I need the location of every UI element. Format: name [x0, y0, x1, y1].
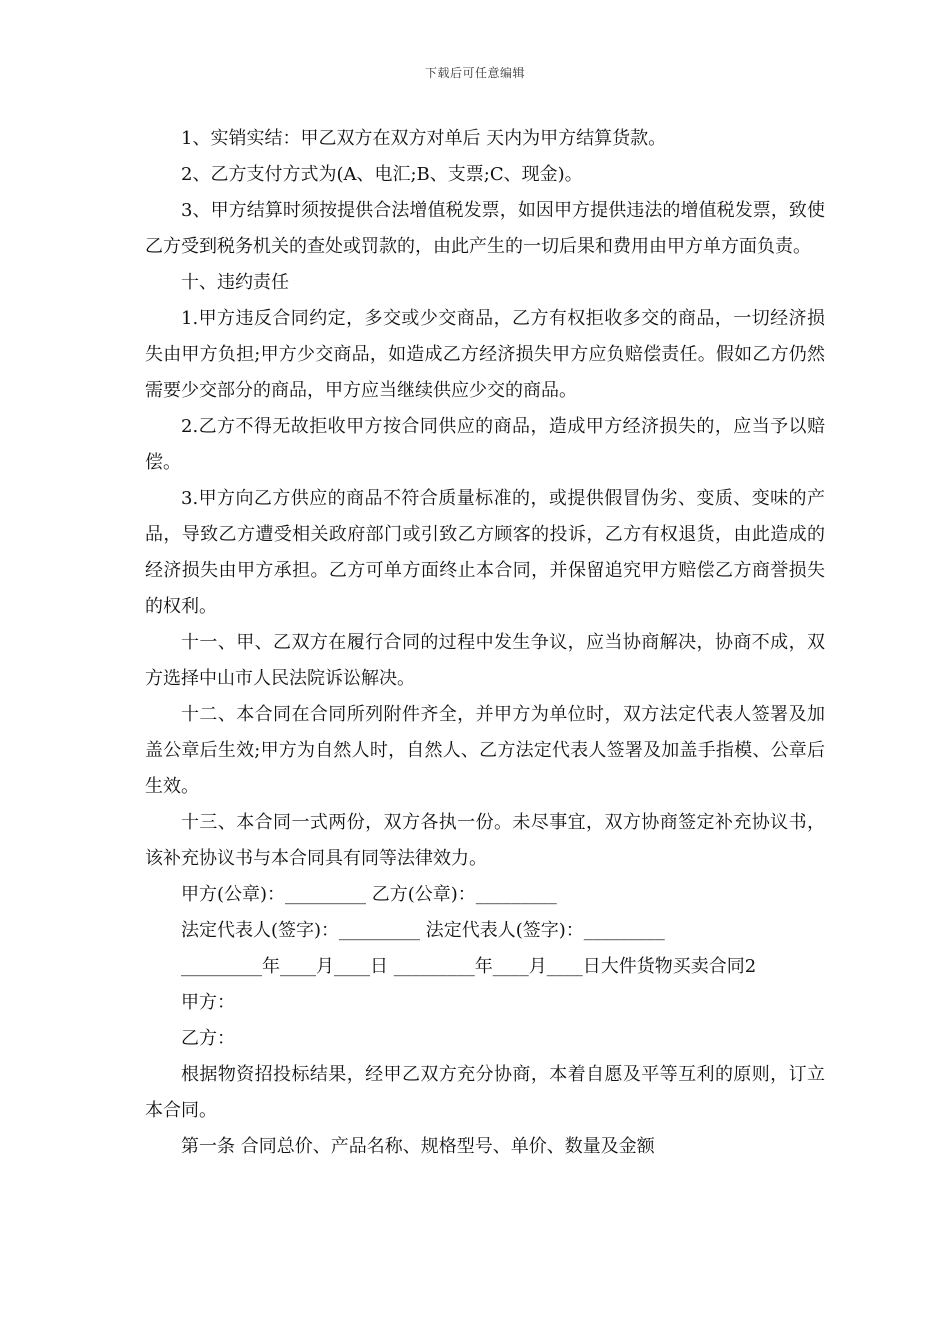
signature-date-line: _________年____月____日 _________年____月____日大件货物买卖合同2: [181, 956, 757, 977]
paragraph-liability-2: 2.乙方不得无故拒收甲方按合同供应的商品，造成甲方经济损失的，应当予以赔偿。: [145, 416, 825, 473]
document-body: [145, 121, 825, 1165]
signature-representative-line: 法定代表人(签字)：_________ 法定代表人(签字)：_________: [181, 920, 665, 941]
paragraph-liability-1: 1.甲方违反合同约定，多交或少交商品，乙方有权拒收多交的商品，一切经济损失由甲方负担;甲方少交商品，如造成乙方经济损失甲方应负赔偿责任。假如乙方仍然需要少交部分的商品，甲方应当继续供应少交的商品。: [145, 308, 825, 401]
paragraph-dispute: 十一、甲、乙双方在履行合同的过程中发生争议，应当协商解决，协商不成，双方选择中山市人民法院诉讼解决。: [145, 632, 825, 689]
party-a-label: 甲方：: [181, 992, 235, 1013]
paragraph-effective: 十二、本合同在合同所列附件齐全，并甲方为单位时，双方法定代表人签署及加盖公章后生效;甲方为自然人时，自然人、乙方法定代表人签署及加盖手指模、公章后生效。: [145, 704, 825, 797]
signature-seal-line: 甲方(公章)：_________ 乙方(公章)：_________: [181, 884, 557, 905]
paragraph-settlement-1: 1、实销实结：甲乙双方在双方对单后 天内为甲方结算货款。: [181, 128, 667, 149]
article-one-heading: 第一条 合同总价、产品名称、规格型号、单价、数量及金额: [181, 1136, 655, 1157]
paragraph-copies: 十三、本合同一式两份，双方各执一份。未尽事宜，双方协商签定补充协议书，该补充协议书与本合同具有同等法律效力。: [145, 812, 825, 869]
paragraph-settlement-2: 2、乙方支付方式为(A、电汇;B、支票;C、现金)。: [181, 164, 583, 185]
party-b-label: 乙方：: [181, 1028, 235, 1049]
page-header: 下载后可任意编辑: [424, 66, 525, 80]
section-heading-liability: 十、违约责任: [181, 272, 289, 293]
paragraph-settlement-3: 3、甲方结算时须按提供合法增值税发票，如因甲方提供违法的增值税发票，致使乙方受到税务机关的查处或罚款的，由此产生的一切后果和费用由甲方单方面负责。: [145, 200, 825, 257]
paragraph-liability-3: 3.甲方向乙方供应的商品不符合质量标准的，或提供假冒伪劣、变质、变味的产品，导致乙方遭受相关政府部门或引致乙方顾客的投诉，乙方有权退货，由此造成的经济损失由甲方承担。乙方可单方面终止本合同，并保留追究甲方赔偿乙方商誉损失的权利。: [145, 488, 825, 617]
paragraph-preamble: 根据物资招投标结果，经甲乙双方充分协商，本着自愿及平等互利的原则，订立本合同。: [145, 1064, 825, 1121]
